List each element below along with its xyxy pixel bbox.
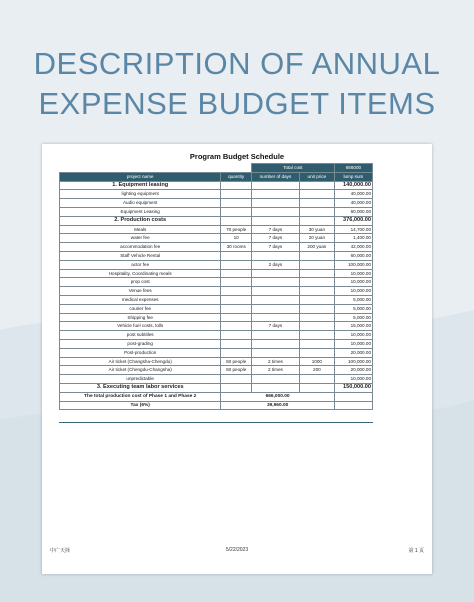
cell-project-name: accommodation fee	[60, 243, 221, 252]
tax-label: Tax (6%)	[60, 401, 221, 410]
cell-project-name: medical expenses	[60, 295, 221, 304]
cell-lump-sum: 376,000.00	[334, 216, 372, 225]
cell-days: 2 times	[251, 357, 299, 366]
table-row	[60, 251, 373, 260]
cell-quantity	[221, 322, 252, 331]
cell-quantity	[221, 199, 252, 208]
cell-project-name: Post-production	[60, 348, 221, 357]
footer-left: 中广天择	[50, 548, 71, 554]
cell-unit-price: 200	[299, 366, 334, 375]
cell-days	[251, 190, 299, 199]
table-row	[60, 190, 373, 199]
cell-unit-price	[299, 260, 334, 269]
cell-unit-price	[299, 313, 334, 322]
table-row	[60, 339, 373, 348]
cell-days	[251, 278, 299, 287]
cell-days	[251, 199, 299, 208]
cell-lump-sum: 5,000.00	[334, 313, 372, 322]
cell-quantity	[221, 383, 252, 392]
cell-quantity	[221, 304, 252, 313]
cell-unit-price	[299, 295, 334, 304]
table-row	[60, 260, 373, 269]
cell-days	[251, 331, 299, 340]
cell-project-name: 2. Production costs	[60, 216, 221, 225]
cell-days	[251, 295, 299, 304]
cell-quantity: 50 people	[221, 366, 252, 375]
cell-project-name: 3. Executing team labor services	[60, 383, 221, 392]
cell-project-name: Venue fees	[60, 287, 221, 296]
cell-project-name: Audio equipment	[60, 199, 221, 208]
cell-days: 2 times	[251, 366, 299, 375]
tax-row	[60, 401, 373, 410]
table-row	[60, 207, 373, 216]
cell-unit-price	[299, 216, 334, 225]
cell-project-name: Shipping fee	[60, 313, 221, 322]
cell-lump-sum: 10,000.00	[334, 287, 372, 296]
sheet-title: Program Budget Schedule	[189, 152, 285, 161]
cell-days	[251, 181, 299, 190]
cell-lump-sum: 10,000.00	[334, 339, 372, 348]
table-row	[60, 287, 373, 296]
table-row	[60, 366, 373, 375]
cell-quantity: 30 rooms	[221, 243, 252, 252]
tax-value: 39,960.00	[221, 401, 334, 410]
col-header-project-name: project name	[60, 172, 221, 181]
cell-quantity: 10	[221, 234, 252, 243]
cell-days: 7 days	[251, 243, 299, 252]
cell-unit-price: 1000	[299, 357, 334, 366]
cell-unit-price	[299, 181, 334, 190]
cell-project-name: Air ticket (Changsha-Chengdu)	[60, 357, 221, 366]
cell-lump-sum: 15,000.00	[334, 322, 372, 331]
table-row	[60, 357, 373, 366]
cell-days	[251, 375, 299, 384]
cell-project-name: water fee	[60, 234, 221, 243]
cell-quantity	[221, 339, 252, 348]
cell-days	[251, 339, 299, 348]
cell-days	[251, 348, 299, 357]
cell-unit-price	[299, 322, 334, 331]
cell-days	[251, 251, 299, 260]
cell-days	[251, 207, 299, 216]
cell-days	[251, 216, 299, 225]
cell-quantity	[221, 260, 252, 269]
sheet-divider	[59, 422, 373, 423]
cell-lump-sum: 20,000.00	[334, 366, 372, 375]
cell-days	[251, 287, 299, 296]
cell-quantity	[221, 295, 252, 304]
cell-project-name: Vehicle fuel costs, tolls	[60, 322, 221, 331]
cell-quantity: 50 people	[221, 357, 252, 366]
cell-quantity	[221, 331, 252, 340]
cell-quantity	[221, 287, 252, 296]
cell-quantity	[221, 251, 252, 260]
cell-quantity	[221, 348, 252, 357]
tax-empty-cell	[334, 401, 372, 410]
cell-unit-price	[299, 251, 334, 260]
cell-quantity	[221, 375, 252, 384]
cell-unit-price	[299, 278, 334, 287]
cell-project-name: post-grading	[60, 339, 221, 348]
spreadsheet-page	[42, 144, 432, 574]
cell-days: 2 days	[251, 260, 299, 269]
cell-days: 7 days	[251, 225, 299, 234]
cell-quantity	[221, 278, 252, 287]
cell-unit-price	[299, 304, 334, 313]
total-cost-row	[60, 164, 373, 173]
cell-unit-price	[299, 287, 334, 296]
table-row	[60, 304, 373, 313]
cell-days	[251, 269, 299, 278]
page-headline	[0, 44, 474, 124]
cell-unit-price	[299, 199, 334, 208]
cell-unit-price	[299, 375, 334, 384]
cell-project-name: Air ticket (Chengdu-Changsha)	[60, 366, 221, 375]
cell-lump-sum: 5,000.00	[334, 295, 372, 304]
table-row	[60, 243, 373, 252]
cell-lump-sum: 10,000.00	[334, 278, 372, 287]
headline-line-2: EXPENSE BUDGET ITEMS	[38, 86, 436, 121]
cell-quantity: 70 people	[221, 225, 252, 234]
cell-project-name: Meals	[60, 225, 221, 234]
cell-project-name: lighting equipment	[60, 190, 221, 199]
cell-lump-sum: 40,000.00	[334, 199, 372, 208]
cell-lump-sum: 10,000.00	[334, 331, 372, 340]
total-cost-label: Total cost	[251, 164, 334, 173]
cell-unit-price	[299, 269, 334, 278]
cell-lump-sum: 40,000.00	[334, 190, 372, 199]
cell-lump-sum: 140,000.00	[334, 181, 372, 190]
cell-quantity	[221, 313, 252, 322]
col-header-quantity: quantity	[221, 172, 252, 181]
cell-project-name: courier fee	[60, 304, 221, 313]
cell-lump-sum: 100,000.00	[334, 260, 372, 269]
cell-lump-sum: 42,000.00	[334, 243, 372, 252]
cell-unit-price: 200 yuan	[299, 243, 334, 252]
cell-days: 7 days	[251, 234, 299, 243]
footer-page: 第 1 页	[408, 548, 424, 554]
section-row	[60, 216, 373, 225]
section-row	[60, 181, 373, 190]
table-row	[60, 322, 373, 331]
table-row	[60, 375, 373, 384]
cell-project-name: unpredictable	[60, 375, 221, 384]
table-row	[60, 331, 373, 340]
cell-project-name: actor fee	[60, 260, 221, 269]
total-label: The total production cost of Phase 1 and Phase 2	[60, 392, 221, 401]
col-header-unit-price: unit price	[299, 172, 334, 181]
cell-unit-price: 20 yuan	[299, 234, 334, 243]
cell-unit-price	[299, 339, 334, 348]
cell-days	[251, 304, 299, 313]
total-row	[60, 392, 373, 401]
header-row	[60, 172, 373, 181]
cell-unit-price: 30 yuan	[299, 225, 334, 234]
cell-project-name: prop cost	[60, 278, 221, 287]
cell-quantity	[221, 216, 252, 225]
col-header-lump-sum: lump sum	[334, 172, 372, 181]
cell-unit-price	[299, 190, 334, 199]
footer-date: 5/22/2023	[225, 547, 249, 553]
table-row	[60, 269, 373, 278]
table-row	[60, 348, 373, 357]
cell-project-name: post subtitles	[60, 331, 221, 340]
cell-lump-sum: 10,000.00	[334, 269, 372, 278]
cell-project-name: Hospitality, Coordinating meals	[60, 269, 221, 278]
table-row	[60, 225, 373, 234]
total-value: 666,000.00	[221, 392, 334, 401]
cell-project-name: Equipment Leasing	[60, 207, 221, 216]
cell-project-name: 1. Equipment leasing	[60, 181, 221, 190]
cell-unit-price	[299, 383, 334, 392]
cell-lump-sum: 150,000.00	[334, 383, 372, 392]
cell-quantity	[221, 181, 252, 190]
table-row	[60, 313, 373, 322]
cell-quantity	[221, 207, 252, 216]
section-row	[60, 383, 373, 392]
cell-days	[251, 383, 299, 392]
total-empty-cell	[334, 392, 372, 401]
cell-lump-sum: 60,000.00	[334, 207, 372, 216]
cell-lump-sum: 20,000.00	[334, 348, 372, 357]
cell-lump-sum: 5,000.00	[334, 304, 372, 313]
cell-days: 7 days	[251, 322, 299, 331]
table-row	[60, 234, 373, 243]
table-row	[60, 199, 373, 208]
cell-lump-sum: 10,000.00	[334, 375, 372, 384]
cell-days	[251, 313, 299, 322]
cell-quantity	[221, 190, 252, 199]
cell-unit-price	[299, 207, 334, 216]
budget-table	[59, 163, 373, 410]
cell-lump-sum: 14,700.00	[334, 225, 372, 234]
cell-project-name: Staff Vehicle Rental	[60, 251, 221, 260]
table-row	[60, 295, 373, 304]
table-row	[60, 278, 373, 287]
cell-lump-sum: 100,000.00	[334, 357, 372, 366]
cell-lump-sum: 1,400.00	[334, 234, 372, 243]
cell-unit-price	[299, 331, 334, 340]
cell-lump-sum: 60,000.00	[334, 251, 372, 260]
total-cost-value: 666000	[334, 164, 372, 173]
cell-quantity	[221, 269, 252, 278]
cell-unit-price	[299, 348, 334, 357]
col-header-days: number of days	[251, 172, 299, 181]
headline-line-1: DESCRIPTION OF ANNUAL	[33, 46, 441, 81]
